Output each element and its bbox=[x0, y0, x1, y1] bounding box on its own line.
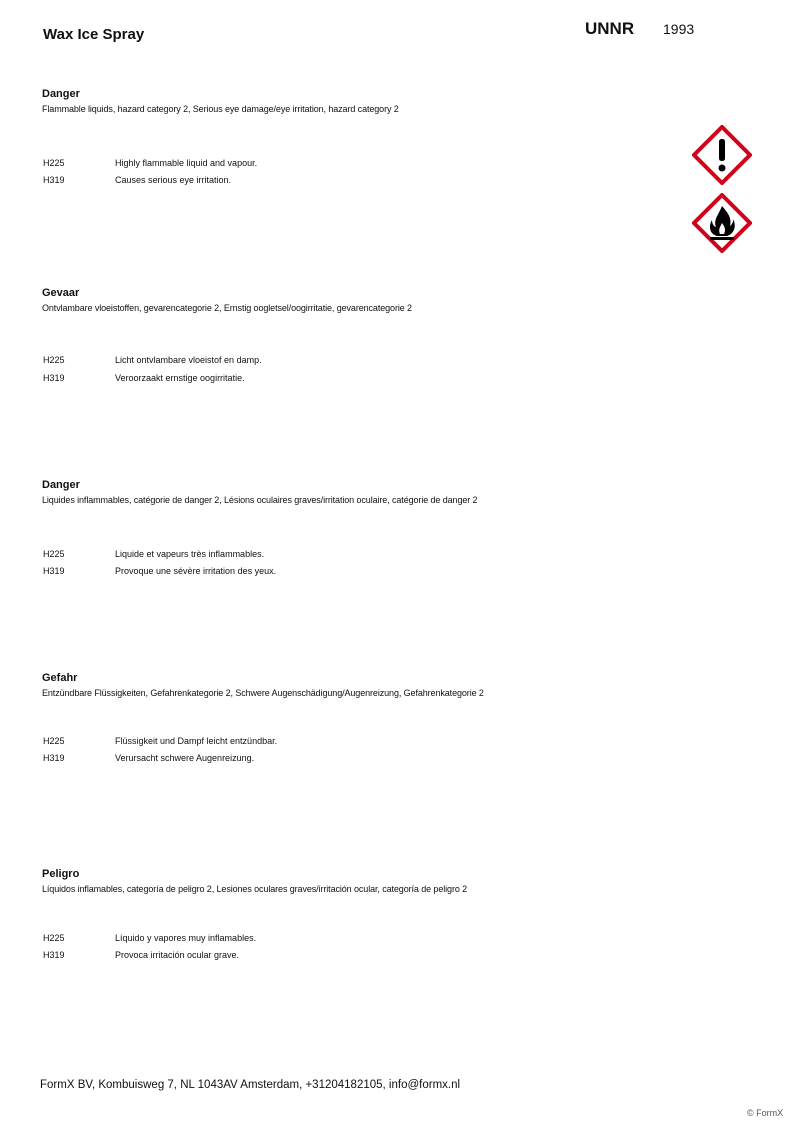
hazard-section-es bbox=[42, 868, 682, 960]
hazard-section-en bbox=[42, 88, 682, 185]
hazard-text: Highly flammable liquid and vapour. bbox=[115, 158, 258, 168]
hazard-section-nl bbox=[42, 287, 682, 383]
hazard-code: H225 bbox=[43, 355, 65, 365]
hazard-code: H319 bbox=[43, 566, 65, 576]
hazard-classification: Flammable liquids, hazard category 2, Serious eye damage/eye irritation, hazard category 2 bbox=[42, 104, 399, 114]
hazard-text: Verursacht schwere Augenreizung. bbox=[115, 753, 255, 763]
hazard-classification: Líquidos inflamables, categoría de peligro 2, Lesiones oculares graves/irritación ocular, categoría de peligro 2 bbox=[42, 884, 468, 894]
hazard-code: H225 bbox=[43, 933, 65, 943]
hazard-code: H319 bbox=[43, 373, 65, 383]
unnr-label: UNNR bbox=[585, 19, 635, 38]
signal-word: Gefahr bbox=[42, 672, 78, 684]
signal-word: Danger bbox=[42, 88, 80, 100]
hazard-classification: Entzündbare Flüssigkeiten, Gefahrenkategorie 2, Schwere Augenschädigung/Augenreizung, Gefahrenkategorie 2 bbox=[42, 688, 484, 698]
ghs07-exclamation-mark-icon bbox=[692, 125, 752, 185]
hazard-text: Licht ontvlambare vloeistof en damp. bbox=[115, 355, 262, 365]
copyright-notice: © FormX bbox=[747, 1108, 784, 1118]
signal-word: Gevaar bbox=[42, 287, 80, 299]
hazard-code: H319 bbox=[43, 753, 65, 763]
hazard-section-fr bbox=[42, 479, 682, 576]
company-address-footer: FormX BV, Kombuisweg 7, NL 1043AV Amsterdam, +31204182105, info@formx.nl bbox=[40, 1079, 461, 1091]
ghs02-flame-icon bbox=[692, 193, 752, 253]
signal-word: Danger bbox=[42, 479, 80, 491]
hazard-code: H319 bbox=[43, 175, 65, 185]
hazard-text: Líquido y vapores muy inflamables. bbox=[115, 933, 257, 943]
hazard-text: Provoque une sévère irritation des yeux. bbox=[115, 566, 277, 576]
hazard-text: Liquide et vapeurs très inflammables. bbox=[115, 549, 265, 559]
hazard-text: Veroorzaakt ernstige oogirritatie. bbox=[115, 373, 245, 383]
hazard-classification: Liquides inflammables, catégorie de danger 2, Lésions oculaires graves/irritation oculaire, catégorie de danger 2 bbox=[42, 495, 478, 505]
hazard-section-de bbox=[42, 672, 682, 763]
hazard-classification: Ontvlambare vloeistoffen, gevarencategorie 2, Ernstig oogletsel/oogirritatie, gevarencategorie 2 bbox=[42, 303, 412, 313]
hazard-code: H225 bbox=[43, 549, 65, 559]
hazard-text: Flüssigkeit und Dampf leicht entzündbar. bbox=[115, 736, 278, 746]
unnr-value: 1993 bbox=[663, 21, 695, 37]
hazard-code: H319 bbox=[43, 950, 65, 960]
hazard-text: Provoca irritación ocular grave. bbox=[115, 950, 240, 960]
hazard-code: H225 bbox=[43, 736, 65, 746]
product-name: Wax Ice Spray bbox=[43, 26, 145, 43]
hazard-text: Causes serious eye irritation. bbox=[115, 175, 232, 185]
signal-word: Peligro bbox=[42, 868, 80, 880]
hazard-code: H225 bbox=[43, 158, 65, 168]
